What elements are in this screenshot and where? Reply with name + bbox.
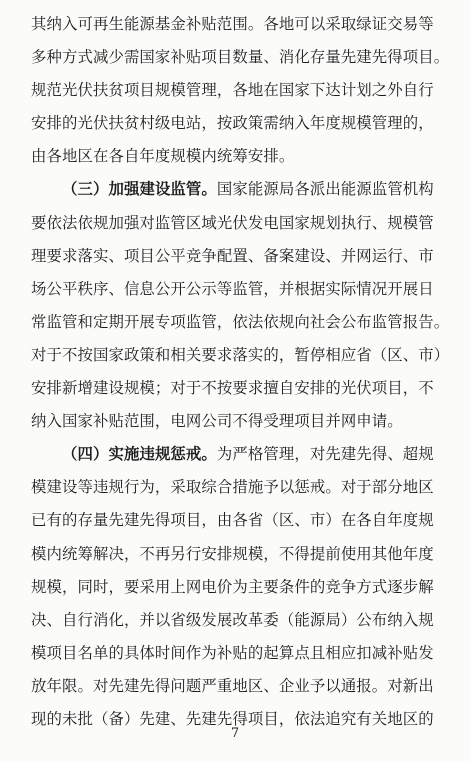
text-line: 其纳入可再生能源基金补贴范围。各地可以采取绿证交易等: [31, 15, 434, 33]
text-line: 为严格管理，对先建先得、超规: [216, 445, 434, 464]
section-three-first-line: [31, 173, 451, 206]
text-line: 已有的存量先建先得项目，由各省（区、市）在各自年度规: [31, 511, 434, 530]
text-line: 规模，同时，要采用上网电价为主要条件的竞争方式逐步解: [31, 577, 434, 596]
text-line: 模建设等违规行为，采取综合措施予以惩戒。对于部分地区: [31, 478, 434, 497]
text-line: 理要求落实、项目公平竞争配置、备案建设、并网运行、市: [31, 246, 434, 265]
text-line: 由各地区在各自年度规模内统筹安排。: [31, 147, 295, 166]
body-text: [31, 8, 451, 736]
text-line: 要依法依规加强对监管区域光伏发电国家规划执行、规模管: [31, 213, 434, 232]
text-line: 多种方式减少需国家补贴项目数量、消化存量先建先得项目。: [31, 48, 450, 67]
text-line: 场公平秩序、信息公开公示等监管，并根据实际情况开展日: [31, 279, 434, 298]
text-line: 纳入国家补贴范围，电网公司不得受理项目并网申请。: [31, 412, 403, 431]
text-line: 国家能源局各派出能源监管机构: [216, 180, 434, 199]
text-line: 规范光伏扶贫项目规模管理，各地在国家下达计划之外自行: [31, 81, 434, 100]
text-line: 安排新增建设规模；对于不按要求擅自安排的光伏项目，不: [31, 379, 434, 398]
page-number: 7: [230, 726, 240, 741]
section-four-first-line: [31, 438, 451, 471]
text-line: 模内统筹解决，不再另行安排规模，不得提前使用其他年度: [31, 544, 434, 563]
section-heading-four: （四）实施违规惩戒。: [62, 445, 217, 464]
text-line: 模项目名单的具体时间作为补贴的起算点且相应扣减补贴发: [31, 643, 434, 662]
text-line: 常监管和定期开展专项监管，依法依规向社会公布监管报告。: [31, 312, 450, 331]
text-line: 决、自行消化，并以省级发展改革委（能源局）公布纳入规: [31, 610, 434, 629]
text-line: 现的未批（备）先建、先建先得项目，依法追究有关地区的: [31, 709, 434, 728]
section-heading-three: （三）加强建设监管。: [62, 180, 217, 199]
text-line: 放年限。对先建先得问题严重地区、企业予以通报。对新出: [31, 676, 434, 695]
text-line: 对于不按国家政策和相关要求落实的，暂停相应省（区、市）: [31, 345, 450, 364]
text-line: 安排的光伏扶贫村级电站，按政策需纳入年度规模管理的，: [31, 114, 434, 133]
